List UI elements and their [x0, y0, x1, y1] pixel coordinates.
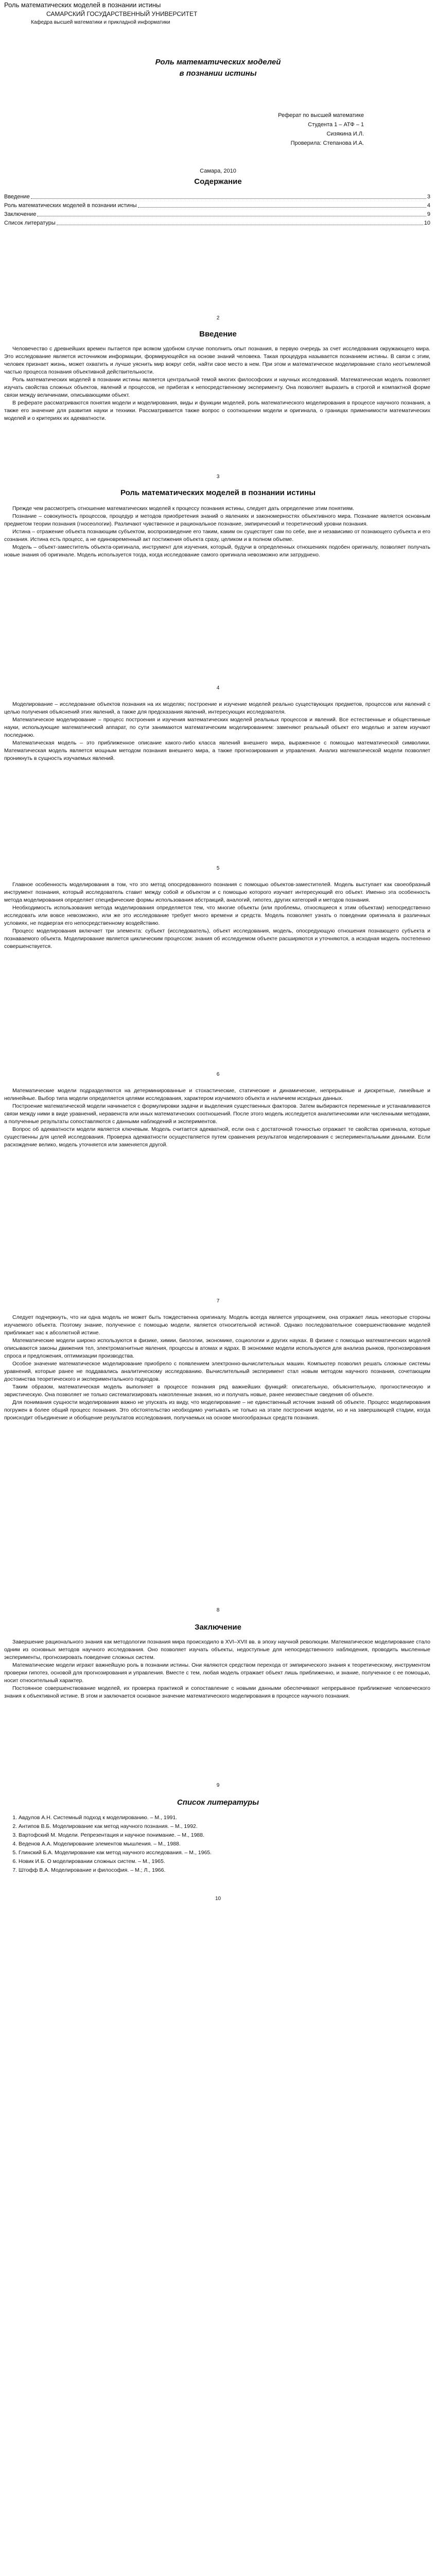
toc-item[interactable]: Введение 3: [4, 194, 430, 200]
page-number: 9: [216, 1783, 220, 1788]
toc-list: [4, 193, 430, 228]
reference-item: 1. Авдулов А.Н. Системный подход к моделированию. – М., 1991.: [19, 1814, 430, 1822]
main-text-3: Главное особенность моделирования в том, что это метод опосредованного познания с помощью объектов-заместителей. Модель выступает как своеобразный инструмент познания, который исследователь ставит между собой и объектом и с помощью которого изучает интересующий его объект. Именно эта особенность метода моделирования определяет специфические формы использования абстракций, аналогий, гипотез, других категорий и методов познания. Необходимость использования метода моделирования определяется тем, что многие объекты (или проблемы, относящиеся к этим объектам) непосредственно исследовать или вовсе невозможно, или же это исследование требует много времени и средств. Модель позволяет узнать о поведении оригинала в различных условиях, не подвергая его непосредственному воздействию. Процесс моделирования включает три элемента: субъект (исследователь), объект исследования, модель, опосредующую отношения познающего субъекта и познаваемого объекта. Моделирование является циклическим процессом: знания об исследуемом объекте расширяются и уточняются, а исходная модель постепенно совершенствуется.: [4, 882, 430, 950]
abstract-label: Реферат по высшей математике: [278, 112, 364, 118]
main-text-1: Прежде чем рассмотреть отношение математических моделей к процессу познания истины, следует дать определение этим понятиям. Познание – совокупность процессов, процедур и методов приобретения знаний о явлениях и закономерностях объективного мира. Познание является основным предметом теории познания (гносеологии). Различают чувственное и рациональное познание, эмпирический и теоретический уровни познания. Истина – отражение объекта познающим субъектом, воспроизведение его таким, каким он существует сам по себе, вне и независимо от познающего субъекта и его сознания. Истина есть процесс, а не единовременный акт постижения объекта сразу, целиком и в полном объеме. Модель – объект-заместитель объекта-оригинала, инструмент для изучения, который, будучи в определенных отношениях подобен оригиналу, позволяет получать новые знания об оригинале. Модель используется тогда, когда исследование самого оригинала невозможно или затруднено.: [4, 505, 430, 558]
page-number: 8: [216, 1607, 220, 1613]
references-heading: Список литературы: [177, 1798, 259, 1807]
toc-heading: Содержание: [194, 177, 242, 186]
city-year: Самара, 2010: [200, 168, 236, 174]
university-name: САМАРСКИЙ ГОСУДАРСТВЕННЫЙ УНИВЕРСИТЕТ: [46, 10, 198, 18]
main-heading: Роль математических моделей в познании истины: [120, 488, 316, 497]
student-label: Студента 1 – АТФ – 1: [308, 122, 364, 128]
page-number: 2: [216, 315, 220, 321]
reference-item: 4. Веденов А.А. Моделирование элементов мышления. – М., 1988.: [19, 1840, 430, 1849]
conclusion-heading: Заключение: [195, 1623, 241, 1632]
intro-text: Человечество с древнейших времен пытается при всяком удобном случае пополнить опыт познания, в первую очередь за счет исследования окружающего мира. Это исследование является источником информации, формирующейся на основе знаний человека. Такая процедура называется познанием истины. В связи с этим, человек признает жизнь, может охватить и лучше уяснить мир вокруг себя, найти свое место в нем. При этом и математическое моделирование стало неотъемлемой частью процесса познания объективной действительности. Роль математических моделей в познании истины является центральной темой многих философских и научных исследований. Математическая модель позволяет изучать свойства сложных объектов, явлений и процессов, не прибегая к непосредственному эксперименту. Она позволяет выразить в строгой и компактной форме связи между величинами, описывающими объект. В реферате рассматриваются понятия модели и моделирования, виды и функции моделей, роль математического моделирования в процессе научного познания, а также его значение для развития науки и техники. Рассматривается также вопрос о соотношении модели и оригинала, о границах применимости математических моделей и о критериях их адекватности.: [4, 346, 430, 421]
main-text-4: Математические модели подразделяются на детерминированные и стохастические, статические и динамические, непрерывные и дискретные, линейные и нелинейные. Выбор типа модели определяется целями исследования, характером изучаемого объекта и наличием исходных данных. Построение математической модели начинается с формулировки задачи и выделения существенных факторов. Затем выбираются переменные и устанавливаются связи между ними в виде уравнений, неравенств или иных математических соотношений. После этого модель исследуется аналитическими или численными методами, а полученные результаты сопоставляются с данными наблюдений и экспериментов. Вопрос об адекватности модели является ключевым. Модель считается адекватной, если она с достаточной точностью отражает те свойства оригинала, которые существенны для целей исследования. Проверка адекватности осуществляется путем сравнения результатов моделирования с экспериментальными данными. Если расхождение велико, модель уточняется или заменяется другой.: [4, 1088, 430, 1148]
references-list: [4, 1814, 430, 1875]
page-number: 10: [215, 1896, 221, 1902]
conclusion-text: Завершение рационального знания как методологии познания мира происходило в XVI–XVII вв. в эпоху научной революции. Математическое моделирование стало одним из основных методов научного исследования. Оно позволяет изучать объекты, недоступные для непосредственного наблюдения, проводить мысленные эксперименты, прогнозировать поведение сложных систем. Математические модели играют важнейшую роль в познании истины. Они являются средством перехода от эмпирического знания к теоретическому, инструментом проверки гипотез, основой для прогнозирования и управления. Вместе с тем, любая модель отражает объект лишь приближенно, и знание, полученное с ее помощью, носит относительный характер. Постоянное совершенствование моделей, их проверка практикой и сопоставление с новыми данными обеспечивают непрерывное приближение человеческого знания к объективной истине. В этом и заключается основное значение математического моделирования в процессе научного познания.: [4, 1639, 430, 1699]
toc-item[interactable]: Роль математических моделей в познании истины 4: [4, 202, 430, 209]
document-title: Роль математических моделей в познании истины: [4, 1, 161, 9]
main-text-5: Следует подчеркнуть, что ни одна модель не может быть тождественна оригиналу. Модель всегда является упрощением, она отражает лишь некоторые стороны изучаемого объекта. Поэтому знание, полученное с помощью модели, является относительной истиной. Однако последовательное совершенствование моделей приближает нас к абсолютной истине. Математические модели широко используются в физике, химии, биологии, экономике, социологии и других науках. В физике с помощью математических моделей описываются законы движения тел, электромагнитные явления, процессы в атомах и ядрах. В экономике модели используются для анализа рынков, прогнозирования спроса и предложения, оптимизации производства. Особое значение математическое моделирование приобрело с появлением электронно-вычислительных машин. Компьютер позволил решать сложные системы уравнений, которые ранее не поддавались аналитическому исследованию. Вычислительный эксперимент стал новым методом научного познания, сочетающим достоинства теоретического и экспериментального подходов. Таким образом, математическая модель выполняет в процессе познания ряд важнейших функций: описательную, объяснительную, прогностическую и эвристическую. Она позволяет не только систематизировать накопленные знания, но и получать новые, ранее неизвестные сведения об объекте. Для понимания сущности моделирования важно не упускать из виду, что моделирование – не единственный источник знаний об объекте. Процесс моделирования погружен в более общий процесс познания. Это обстоятельство необходимо учитывать не только на этапе построения модели, но и на завершающей стадии, когда происходит объединение и обобщение результатов исследования, получаемых на основе многообразных средств познания.: [4, 1314, 430, 1421]
main-text-2: Моделирование – исследование объектов познания на их моделях; построение и изучение моделей реально существующих предметов, процессов или явлений с целью получения объяснений этих явлений, а также для предсказания явлений, интересующих исследователя. Математическое моделирование – процесс построения и изучения математических моделей реальных процессов и явлений. Все естественные и общественные науки, использующие математический аппарат, по сути занимаются математическим моделированием: заменяют реальный объект его моделью и затем изучают последнюю. Математическая модель – это приближенное описание какого-либо класса явлений внешнего мира, выраженное с помощью математической символики. Математическая модель является мощным методом познания внешнего мира, а также прогнозирования и управления. Анализ математической модели позволяет проникнуть в сущность изучаемых явлений.: [4, 701, 430, 761]
page-number: 3: [216, 474, 220, 480]
page-number: 7: [216, 1298, 220, 1304]
department-name: Кафедра высшей математики и прикладной информатики: [31, 20, 170, 25]
toc-item[interactable]: Список литературы 10: [4, 220, 430, 226]
page-number: 6: [216, 1072, 220, 1077]
title-line-2: в познании истины: [179, 69, 257, 78]
page-number: 4: [216, 685, 220, 691]
reference-item: 5. Глинский Б.А. Моделирование как метод научного исследования. – М., 1965.: [19, 1849, 430, 1857]
checked-by: Проверила: Степанова И.А.: [290, 140, 364, 146]
reference-item: 3. Вартофский М. Модели. Репрезентация и научное понимание. – М., 1988.: [19, 1831, 430, 1840]
student-name: Сизякина И.Л.: [326, 131, 364, 137]
toc-item[interactable]: Заключение 9: [4, 211, 430, 217]
reference-item: 7. Штофф В.А. Моделирование и философия. – М.; Л., 1966.: [19, 1866, 430, 1875]
reference-item: 2. Антипов В.Б. Моделирование как метод научного познания. – М., 1992.: [19, 1822, 430, 1831]
reference-item: 6. Новик И.Б. О моделировании сложных систем. – М., 1965.: [19, 1857, 430, 1866]
intro-heading: Введение: [199, 330, 237, 338]
page-number: 5: [216, 866, 220, 871]
title-line-1: Роль математических моделей: [155, 58, 281, 66]
